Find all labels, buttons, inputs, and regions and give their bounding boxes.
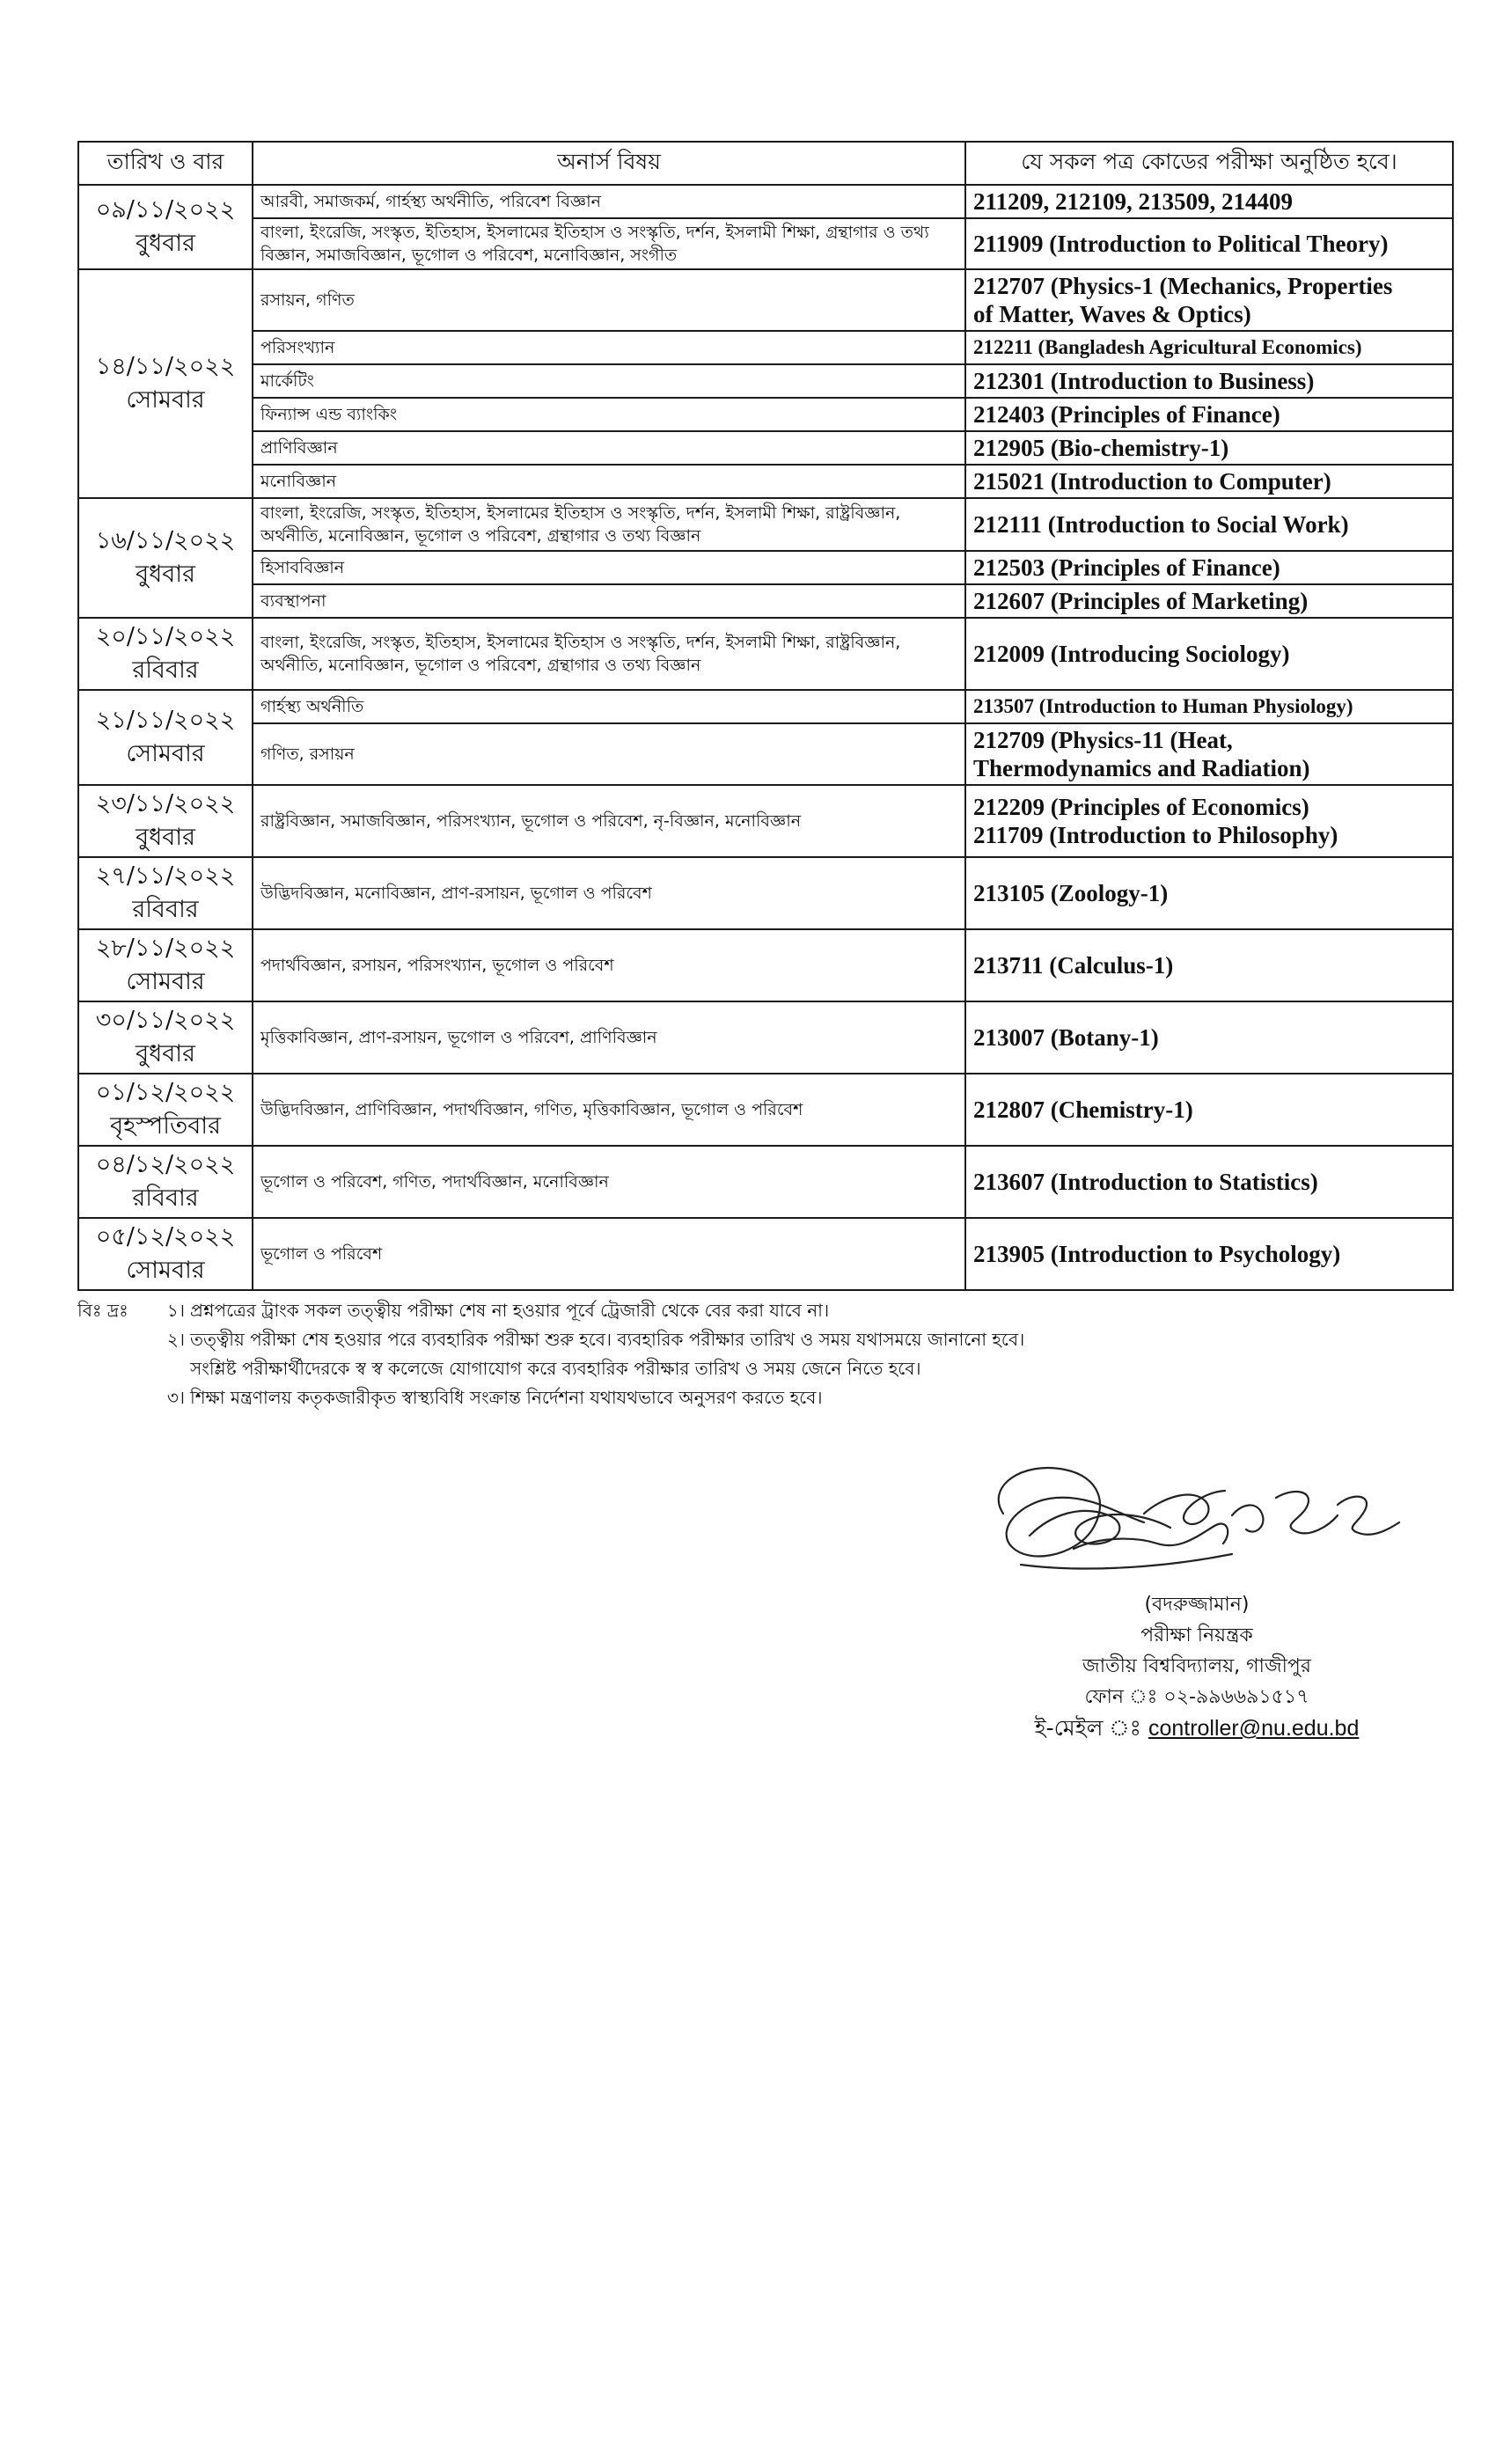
table-row: [78, 398, 1453, 431]
honours-subjects-cell: মার্কেটিং: [253, 364, 965, 398]
exam-date: ২৭/১১/২০২২: [95, 862, 236, 890]
paper-code-line: Thermodynamics and Radiation): [973, 755, 1310, 781]
note-number: ১।: [166, 1300, 185, 1321]
honours-subjects-cell: ফিন্যান্স এন্ড ব্যাংকিং: [253, 398, 965, 431]
exam-day: সোমবার: [126, 740, 205, 767]
table-row: [78, 498, 1453, 551]
paper-code-cell: [965, 1074, 1453, 1146]
note-prefix: [77, 1325, 155, 1354]
note-line: [77, 1296, 1452, 1325]
exam-day: সোমবার: [126, 386, 205, 414]
exam-day: বুধবার: [136, 230, 195, 257]
paper-code-cell: [965, 331, 1453, 364]
exam-day: বৃহস্পতিবার: [110, 1112, 221, 1140]
paper-code-cell: [965, 551, 1453, 584]
honours-subjects-cell: রসায়ন, গণিত: [253, 269, 965, 331]
paper-code-cell: [965, 723, 1453, 785]
paper-code-line: 212707 (Physics-1 (Mechanics, Properties: [973, 273, 1393, 299]
exam-day: রবিবার: [132, 896, 199, 923]
signature-block: [968, 1452, 1426, 1769]
paper-code-line: 212211 (Bangladesh Agricultural Economics): [973, 336, 1362, 358]
paper-code-cell: [965, 269, 1453, 331]
paper-code-line: 212111 (Introduction to Social Work): [973, 511, 1349, 538]
date-day-cell: [78, 1001, 253, 1074]
exam-day: বুধবার: [136, 561, 195, 588]
signature-details: [968, 1589, 1426, 1744]
paper-code-line: 213105 (Zoology-1): [973, 880, 1169, 906]
table-row: [78, 218, 1453, 269]
paper-code-cell: [965, 498, 1453, 551]
note-text: শিক্ষা মন্ত্রণালয় কতৃকজারীকৃত স্বাস্থ্যবিধি সংক্রান্ত নির্দেশনা যথাযথভাবে অনুসরণ করতে হবে।: [190, 1387, 823, 1408]
exam-date: ০৪/১২/২০২২: [95, 1151, 236, 1178]
date-day-cell: [78, 1146, 253, 1218]
table-row: [78, 269, 1453, 331]
note-number: ২।: [166, 1329, 185, 1350]
honours-subjects-cell: ভূগোল ও পরিবেশ: [253, 1218, 965, 1290]
note-prefix: [77, 1383, 155, 1412]
paper-code-line: 213607 (Introduction to Statistics): [973, 1169, 1318, 1195]
signatory-office: জাতীয় বিশ্ববিদ্যালয়, গাজীপুর: [1082, 1655, 1311, 1677]
paper-code-line: 212009 (Introducing Sociology): [973, 641, 1290, 667]
table-row: [78, 364, 1453, 398]
honours-subjects-cell: বাংলা, ইংরেজি, সংস্কৃত, ইতিহাস, ইসলামের ইতিহাস ও সংস্কৃতি, দর্শন, ইসলামী শিক্ষা, রাষ্ট্রবিজ্ঞান, অর্থনীতি, মনোবিজ্ঞান, ভূগোল ও পরিবেশ, গ্রন্থাগার ও তথ্য বিজ্ঞান: [253, 498, 965, 551]
table-row: [78, 465, 1453, 498]
paper-code-line: 212709 (Physics-11 (Heat,: [973, 727, 1233, 753]
paper-code-cell: [965, 431, 1453, 465]
table-row: [78, 1001, 1453, 1074]
note-text: সংশ্লিষ্ট পরীক্ষার্থীদেরকে স্ব স্ব কলেজে যোগাযোগ করে ব্যবহারিক পরীক্ষার তারিখ ও সময় জেনে নিতে হবে।: [190, 1358, 921, 1379]
table-row: [78, 1074, 1453, 1146]
table-row: [78, 690, 1453, 723]
date-day-cell: [78, 929, 253, 1001]
signature-image: [968, 1452, 1408, 1584]
honours-subjects-cell: ভূগোল ও পরিবেশ, গণিত, পদার্থবিজ্ঞান, মনোবিজ্ঞান: [253, 1146, 965, 1218]
note-text: প্রশ্নপত্রের ট্রাংক সকল তত্ত্বীয় পরীক্ষা শেষ না হওয়ার পূর্বে ট্রেজারী থেকে বের করা যাবে না।: [190, 1300, 830, 1321]
paper-code-line: 212301 (Introduction to Business): [973, 368, 1315, 394]
paper-code-cell: [965, 618, 1453, 690]
date-day-cell: [78, 785, 253, 857]
table-header-row: [78, 142, 1453, 185]
schedule-body: [78, 185, 1453, 1290]
note-line: [77, 1383, 1452, 1412]
honours-subjects-cell: রাষ্ট্রবিজ্ঞান, সমাজবিজ্ঞান, পরিসংখ্যান, ভূগোল ও পরিবেশ, নৃ-বিজ্ঞান, মনোবিজ্ঞান: [253, 785, 965, 857]
table-row: [78, 584, 1453, 618]
honours-subjects-cell: আরবী, সমাজকর্ম, গার্হস্থ্য অর্থনীতি, পরিবেশ বিজ্ঞান: [253, 185, 965, 218]
email-label: ই-মেইল ঃ: [1034, 1715, 1141, 1741]
note-number: ৩।: [166, 1387, 185, 1408]
paper-code-cell: [965, 785, 1453, 857]
paper-code-cell: [965, 857, 1453, 929]
exam-date: ০৯/১১/২০২২: [95, 196, 236, 224]
date-day-cell: [78, 618, 253, 690]
note-prefix: [77, 1354, 155, 1383]
exam-day: বুধবার: [136, 824, 195, 851]
paper-code-cell: [965, 929, 1453, 1001]
exam-date: ২৮/১১/২০২২: [95, 935, 236, 962]
honours-subjects-cell: প্রাণিবিজ্ঞান: [253, 431, 965, 465]
date-day-cell: [78, 1218, 253, 1290]
paper-code-line: 211209, 212109, 213509, 214409: [973, 188, 1294, 215]
honours-subjects-cell: বাংলা, ইংরেজি, সংস্কৃত, ইতিহাস, ইসলামের ইতিহাস ও সংস্কৃতি, দর্শন, ইসলামী শিক্ষা, গ্রন্থাগার ও তথ্য বিজ্ঞান, সমাজবিজ্ঞান, ভূগোল ও পরিবেশ, মনোবিজ্ঞান, সংগীত: [253, 218, 965, 269]
paper-code-line: 213007 (Botany-1): [973, 1024, 1159, 1051]
exam-date: ০১/১২/২০২২: [95, 1079, 236, 1106]
note-text: তত্ত্বীয় পরীক্ষা শেষ হওয়ার পরে ব্যবহারিক পরীক্ষা শুরু হবে। ব্যবহারিক পরীক্ষার তারিখ ও সময় যথাসময়ে জানানো হবে।: [190, 1329, 1025, 1350]
paper-code-cell: [965, 690, 1453, 723]
date-day-cell: [78, 857, 253, 929]
exam-date: ২৩/১১/২০২২: [95, 790, 236, 818]
table-row: [78, 1146, 1453, 1218]
paper-code-line: 212503 (Principles of Finance): [973, 554, 1280, 581]
honours-subjects-cell: মৃত্তিকাবিজ্ঞান, প্রাণ-রসায়ন, ভূগোল ও পরিবেশ, প্রাণিবিজ্ঞান: [253, 1001, 965, 1074]
paper-code-cell: [965, 364, 1453, 398]
table-row: [78, 431, 1453, 465]
signatory-name: (বদরুজ্জামান): [1144, 1594, 1250, 1616]
exam-day: রবিবার: [132, 1184, 199, 1212]
date-day-cell: [78, 269, 253, 498]
honours-subjects-cell: ব্যবস্থাপনা: [253, 584, 965, 618]
honours-subjects-cell: পদার্থবিজ্ঞান, রসায়ন, পরিসংখ্যান, ভূগোল ও পরিবেশ: [253, 929, 965, 1001]
exam-day: সোমবার: [126, 1257, 205, 1284]
table-row: [78, 331, 1453, 364]
paper-code-line: 215021 (Introduction to Computer): [973, 468, 1331, 495]
paper-code-line: 212807 (Chemistry-1): [973, 1096, 1193, 1123]
honours-subjects-cell: বাংলা, ইংরেজি, সংস্কৃত, ইতিহাস, ইসলামের ইতিহাস ও সংস্কৃতি, দর্শন, ইসলামী শিক্ষা, রাষ্ট্রবিজ্ঞান, অর্থনীতি, মনোবিজ্ঞান, ভূগোল ও পরিবেশ, গ্রন্থাগার ও তথ্য বিজ্ঞান: [253, 618, 965, 690]
table-row: [78, 1218, 1453, 1290]
table-row: [78, 185, 1453, 218]
paper-code-line: 212403 (Principles of Finance): [973, 401, 1280, 428]
signatory-designation: পরীক্ষা নিয়ন্ত্রক: [1140, 1624, 1253, 1646]
table-row: [78, 857, 1453, 929]
paper-code-line: 213507 (Introduction to Human Physiology): [973, 695, 1353, 717]
date-day-cell: [78, 1074, 253, 1146]
paper-code-cell: [965, 1218, 1453, 1290]
exam-schedule-table: [77, 141, 1454, 1291]
paper-code-cell: [965, 465, 1453, 498]
paper-code-line: 213711 (Calculus-1): [973, 952, 1174, 979]
paper-code-cell: [965, 584, 1453, 618]
honours-subjects-cell: হিসাববিজ্ঞান: [253, 551, 965, 584]
header-paper-codes: যে সকল পত্র কোডের পরীক্ষা অনুষ্ঠিত হবে।: [965, 142, 1453, 185]
notes-section: [77, 1296, 1452, 1412]
date-day-cell: [78, 498, 253, 618]
signatory-phone: ফোন ঃ ০২-৯৯৬৬৯১৫১৭: [1084, 1686, 1309, 1708]
paper-code-cell: [965, 1001, 1453, 1074]
exam-date: ৩০/১১/২০২২: [95, 1007, 236, 1034]
table-row: [78, 618, 1453, 690]
exam-date: ০৫/১২/২০২২: [95, 1223, 236, 1250]
table-row: [78, 551, 1453, 584]
honours-subjects-cell: উদ্ভিদবিজ্ঞান, প্রাণিবিজ্ঞান, পদার্থবিজ্ঞান, গণিত, মৃত্তিকাবিজ্ঞান, ভূগোল ও পরিবেশ: [253, 1074, 965, 1146]
note-prefix: বিঃ দ্রঃ: [77, 1300, 128, 1321]
header-honours-subject: অনার্স বিষয়: [253, 142, 965, 185]
paper-code-cell: [965, 398, 1453, 431]
honours-subjects-cell: উদ্ভিদবিজ্ঞান, মনোবিজ্ঞান, প্রাণ-রসায়ন, ভূগোল ও পরিবেশ: [253, 857, 965, 929]
honours-subjects-cell: পরিসংখ্যান: [253, 331, 965, 364]
exam-day: সোমবার: [126, 968, 205, 995]
honours-subjects-cell: মনোবিজ্ঞান: [253, 465, 965, 498]
header-date-day: তারিখ ও বার: [78, 142, 253, 185]
honours-subjects-cell: গার্হস্থ্য অর্থনীতি: [253, 690, 965, 723]
paper-code-line: 212905 (Bio-chemistry-1): [973, 435, 1229, 461]
exam-day: বুধবার: [136, 1040, 195, 1067]
table-row: [78, 723, 1453, 785]
exam-date: ২১/১১/২০২২: [95, 707, 236, 734]
document-sheet: [77, 141, 1452, 1412]
note-line: [77, 1354, 1452, 1383]
exam-day: রবিবার: [132, 656, 199, 684]
table-row: [78, 929, 1453, 1001]
paper-code-line: 212209 (Principles of Economics): [973, 794, 1309, 820]
signatory-email-line: [968, 1712, 1426, 1744]
paper-code-line: of Matter, Waves & Optics): [973, 301, 1251, 327]
exam-date: ১৪/১১/২০২২: [95, 353, 236, 380]
note-line: [77, 1325, 1452, 1354]
paper-code-line: 213905 (Introduction to Psychology): [973, 1241, 1341, 1267]
note-number: [155, 1354, 190, 1383]
paper-code-cell: [965, 185, 1453, 218]
paper-code-cell: [965, 1146, 1453, 1218]
paper-code-line: 211909 (Introduction to Political Theory): [973, 231, 1389, 257]
exam-date: ২০/১১/২০২২: [95, 623, 236, 650]
date-day-cell: [78, 690, 253, 785]
paper-code-line: 212607 (Principles of Marketing): [973, 588, 1309, 614]
date-day-cell: [78, 185, 253, 269]
honours-subjects-cell: গণিত, রসায়ন: [253, 723, 965, 785]
table-row: [78, 785, 1453, 857]
paper-code-line: 211709 (Introduction to Philosophy): [973, 822, 1338, 848]
exam-date: ১৬/১১/২০২২: [95, 527, 236, 554]
paper-code-cell: [965, 218, 1453, 269]
email-link[interactable]: controller@nu.edu.bd: [1148, 1716, 1360, 1741]
